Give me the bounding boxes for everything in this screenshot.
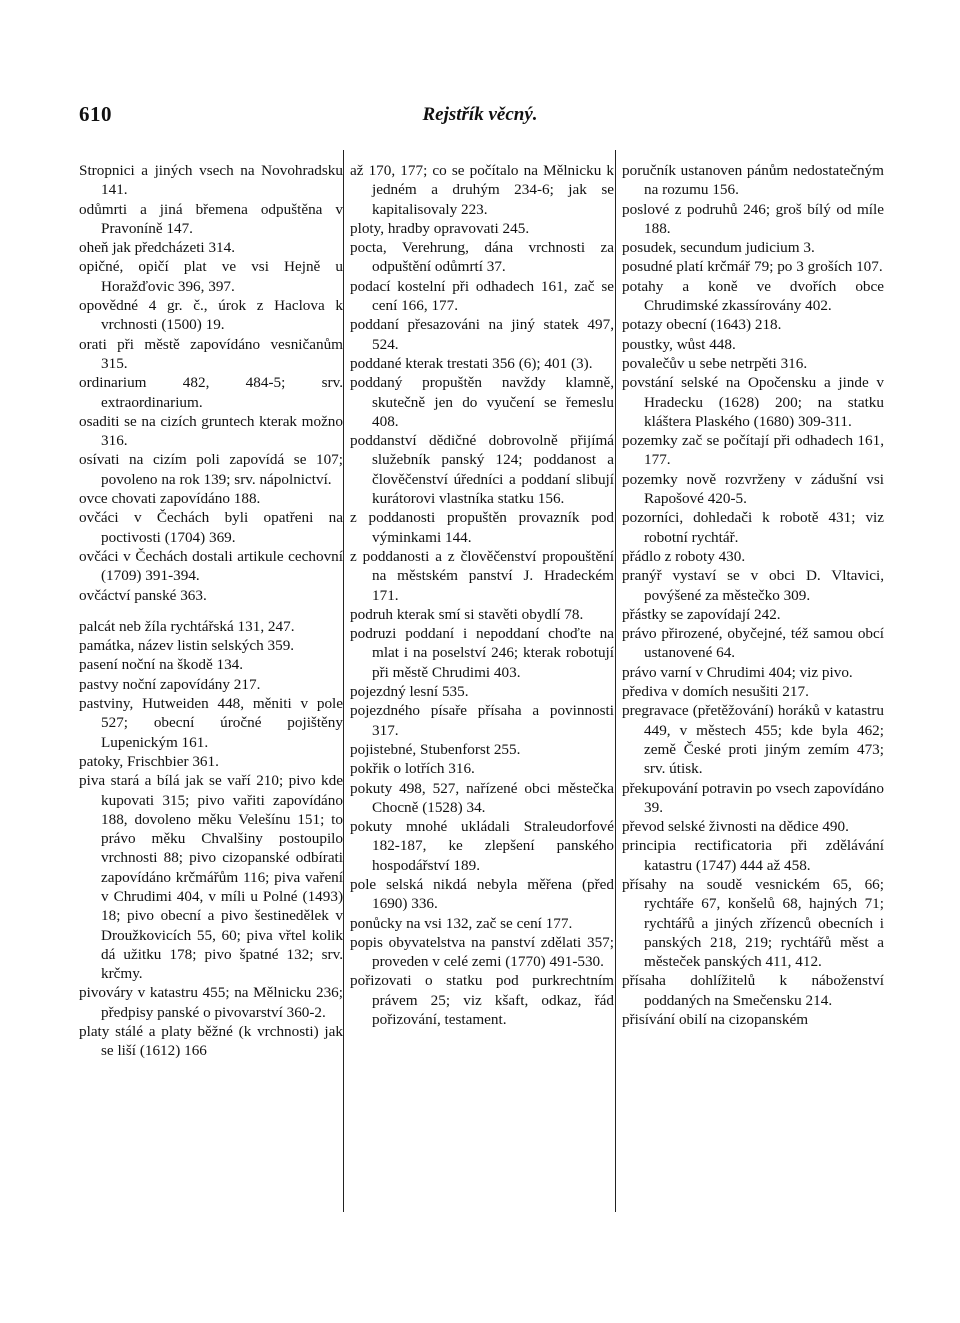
column-divider: [615, 150, 616, 1212]
index-entry: pořizovati o statku pod purkrechtním právem 25; viz kšaft, odkaz, řád pořizování, testament.: [350, 972, 614, 1029]
index-entry: památka, název listin selských 359.: [79, 637, 295, 655]
index-entry: poručník ustanoven pánům nedostatečným na rozumu 156.: [622, 162, 884, 199]
index-entry: přísaha dohlížitelů k náboženství poddaných na Smečensku 214.: [622, 972, 884, 1009]
index-entry: piva stará a bílá jak se vaří 210; pivo kde kupovati 315; pivo vařiti zapovídáno 188, dovoleno měku Velešínu 151; to právo měku Chvalšiny postoupilo vrchnosti 88; pivo cizopanské odbírati zapovídáno krčmářům 116; piva vaření v Chrudimi 404, v míli u Polné (1493) 18; pivo obecní a pivo šestinedělek v Droužkovicích 55, 60; piva vřtel kolik dá užitku 178; pivo špatné 132; srv. krčmy.: [79, 772, 343, 983]
index-entry: palcát neb žíla rychtářská 131, 247.: [79, 617, 295, 635]
index-entry: pastviny, Hutweiden 448, měniti v pole 527; obecní úročné pojištěny Lupenickým 161.: [79, 695, 343, 751]
index-entry: ovce chovati zapovídáno 188.: [79, 490, 261, 508]
index-entry: pojezdný lesní 535.: [350, 683, 469, 701]
index-entry: přisívání obilí na cizopanském: [622, 1011, 809, 1029]
index-entry: pole selská nikdá nebyla měřena (před 1690) 336.: [350, 875, 614, 913]
index-entry: opičné, opičí plat ve vsi Hejně u Horažďovic 396, 397.: [79, 258, 343, 295]
index-entry: pokřik o lotřích 316.: [350, 760, 475, 778]
index-entry: poddaný propuštěn navždy klamně, skutečně jen do vyučení se řemeslu 408.: [350, 374, 614, 430]
index-entry: pokuty mnohé ukládali Straleudorfové 182-187, ke zlepšení panského hospodářství 189.: [350, 818, 614, 874]
index-entry: pozorníci, dohledači k robotě 431; viz robotní rychtář.: [622, 509, 884, 546]
index-entry: osaditi se na cizích gruntech kterak možno 316.: [79, 412, 343, 450]
index-entry: posudek, secundum judicium 3.: [622, 239, 815, 257]
index-entry: ovčáctví panské 363.: [79, 586, 207, 604]
index-entry: poustky, wůst 448.: [622, 335, 736, 353]
index-entry: oheň jak předcházeti 314.: [79, 239, 236, 257]
index-entry: pojistebné, Stubenforst 255.: [350, 740, 521, 758]
index-entry: poslové z podruhů 246; groš bílý od míle 188.: [622, 200, 884, 237]
index-entry: pastvy noční zapovídány 217.: [79, 675, 261, 693]
index-entry: pranýř vystaví se v obci D. Vltavici, povýšené za městečko 309.: [622, 567, 884, 604]
index-entry: pojezdného písaře přísaha a povinnosti 317.: [350, 702, 614, 739]
index-entry: posudné platí krčmář 79; po 3 groších 107.: [622, 258, 883, 276]
index-entry: potazy obecní (1643) 218.: [622, 316, 782, 334]
index-entry: pozemky zač se počítají při odhadech 161, 177.: [622, 432, 884, 469]
index-entry: potahy a koně ve dvořích obce Chrudimské zkassírovány 402.: [622, 277, 884, 315]
index-entry: právo přirozené, obyčejné, též samou obcí ustanovené 64.: [622, 625, 884, 662]
index-entry: opovědné 4 gr. č., úrok z Haclova k vrchnosti (1500) 19.: [79, 297, 343, 334]
index-entry: principia rectificatoria při zdělávání katastru (1747) 444 až 458.: [622, 837, 884, 874]
index-entry: přádlo z roboty 430.: [622, 547, 746, 565]
index-entry: přísahy na soudě vesnickém 65, 66; rychtáře 67, konšelů 68, hajných 71; rychtářů a jiných zřízenců obecních i panských 218, 219; rychtářů měst a městeček panských 411, 412.: [622, 875, 884, 971]
index-entry: ploty, hradby opravovati 245.: [350, 219, 530, 237]
index-entry: ovčáci v Čechách byli opatřeni na poctivosti (1704) 369.: [79, 509, 343, 546]
index-entry: pozemky nově rozvrženy v zádušní vsi Rapošové 420-5.: [622, 470, 884, 508]
index-entry: přediva v domích nesušiti 217.: [622, 683, 809, 701]
index-entry: z poddanosti propuštěn provazník pod výminkami 144.: [350, 509, 614, 546]
index-entry: poddané kterak trestati 356 (6); 401 (3).: [350, 354, 593, 372]
running-title: Rejstřík věcný.: [422, 104, 538, 125]
index-entry: orati při městě zapovídáno vesničanům 315.: [79, 335, 343, 372]
index-entry: platy stálé a platy běžné (k vrchnosti) jak se liší (1612) 166: [79, 1023, 343, 1060]
index-entry: Stropnici a jiných vsech na Novohradsku 141.: [79, 162, 343, 199]
index-entry: popis obyvatelstva na panství zdělati 357; proveden v celé zemi (1770) 491-530.: [350, 933, 614, 971]
index-entry: pokuty 498, 527, nařízené obci městečka Chocně (1528) 34.: [350, 779, 614, 816]
index-entry: převod selské živnosti na dědice 490.: [622, 818, 849, 836]
index-entry: přástky se zapovídají 242.: [622, 605, 781, 623]
index-entry: překupování potravin po vsech zapovídáno 39.: [622, 779, 884, 816]
index-column-1: [79, 161, 343, 1061]
index-entry: patoky, Frischbier 361.: [79, 752, 219, 770]
index-entry: až 170, 177; co se počítalo na Mělnicku k jedném a druhým 234-6; jak se kapitalisovaly 223.: [350, 162, 614, 218]
index-entry: podruzi poddaní i nepoddaní choďte na mlat i na poselství 246; kterak robotují při městě Chrudimi 403.: [350, 625, 614, 681]
index-entry: ovčáci v Čechách dostali artikule cechovní (1709) 391-394.: [79, 547, 343, 585]
index-entry: osívati na cizím poli zapovídá se 107; povoleno na rok 139; srv. nápolnictví.: [79, 451, 343, 488]
index-entry: ponůcky na vsi 132, zač se cení 177.: [350, 914, 573, 932]
index-entry: povalečův u sebe netrpěti 316.: [622, 354, 808, 372]
index-entry: povstání selské na Opočensku a jinde v Hradecku (1628) 200; na statku kláštera Plaského (1680) 309-311.: [622, 374, 884, 430]
column-divider: [343, 150, 344, 1212]
index-entry: poddaní přesazováni na jiný statek 497, 524.: [350, 316, 614, 353]
page-number: 610: [79, 102, 112, 126]
index-entry: pregravace (přetěžování) horáků v katastru 449, v městech 455; kde byla 462; země České proti jiným zemím 473; srv. útisk.: [622, 702, 884, 778]
index-column-3: [622, 161, 884, 1029]
index-entry: odůmrti a jiná břemena odpuštěna v Pravoníně 147.: [79, 200, 343, 237]
index-entry: pivováry v katastru 455; na Mělnicku 236; předpisy panské o pivovarství 360-2.: [79, 984, 343, 1021]
index-entry: pasení noční na škodě 134.: [79, 656, 244, 674]
index-column-2: [350, 161, 614, 1029]
index-entry: pocta, Verehrung, dána vrchnosti za odpuštění odůmrtí 37.: [350, 239, 614, 276]
index-entry: podací kostelní při odhadech 161, zač se cení 166, 177.: [350, 277, 614, 315]
index-entry: ordinarium 482, 484-5; srv. extraordinarium.: [79, 374, 343, 411]
index-entry: poddanství dědičné dobrovolně přijímá služebník panský 124; poddanost a člověčenství úředníci a poddaní slibují kurátorovi vlastníka statku 156.: [350, 432, 614, 508]
index-entry: právo varní v Chrudimi 404; viz pivo.: [622, 663, 853, 681]
index-entry: z poddanosti a z člověčenství propouštění na městském panství J. Hradeckém 171.: [350, 547, 614, 604]
index-entry: podruh kterak smí si stavěti obydlí 78.: [350, 605, 584, 623]
